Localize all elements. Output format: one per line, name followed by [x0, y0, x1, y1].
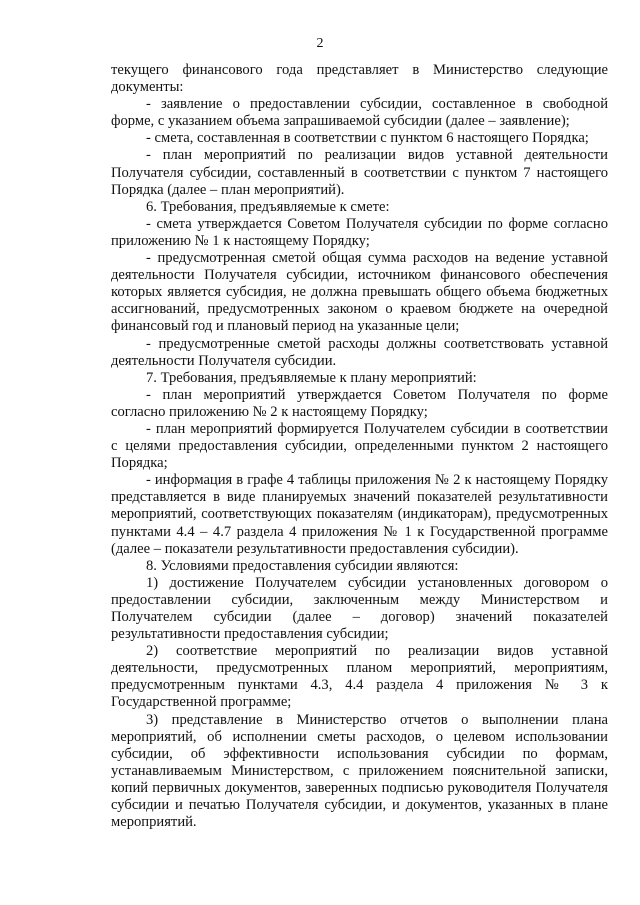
paragraph: - смета утверждается Советом Получателя субсидии по форме согласно приложению № 1 к настоящему Порядку; [111, 215, 608, 249]
paragraph: 8. Условиями предоставления субсидии являются: [146, 557, 459, 574]
paragraph: - план мероприятий утверждается Советом Получателя по форме согласно приложению № 2 к настоящему Порядку; [111, 386, 608, 420]
paragraph: - информация в графе 4 таблицы приложения № 2 к настоящему Порядку представляется в виде планируемых значений показателей результативности мероприятий, соответствующих показателям (индикаторам), предусмотренных пунктами 4.4 – 4.7 раздела 4 приложения № 1 к Государственной программе (далее – показатели результативности предоставления субсидии). [111, 472, 608, 557]
page-number: 2 [316, 36, 324, 51]
paragraph: - план мероприятий по реализации видов уставной деятельности Получателя субсидии, составленный в соответствии с пунктом 7 настоящего Порядка (далее – план мероприятий). [111, 147, 608, 198]
paragraph: текущего финансового года представляет в Министерство следующие документы: [111, 62, 608, 96]
paragraph: 7. Требования, предъявляемые к плану мероприятий: [146, 369, 477, 386]
paragraph: - смета, составленная в соответствии с пунктом 6 настоящего Порядка; [146, 130, 589, 147]
paragraph: 1) достижение Получателем субсидии установленных договором о предоставлении субсидии, заключенным между Министерством и Получателем субсидии (далее – договор) значений показателей результативности предоставления субсидии; [111, 574, 608, 643]
paragraph: 3) представление в Министерство отчетов о выполнении плана мероприятий, об исполнении сметы расходов, о целевом использовании субсидии, об эффективности использования субсидии по формам, устанавливаемым Министерством, с приложением пояснительной записки, копий первичных документов, заверенных подписью руководителя Получателя субсидии и печатью Получателя субсидии, и документов, указанных в плане мероприятий. [111, 711, 608, 831]
paragraph: 6. Требования, предъявляемые к смете: [146, 198, 390, 215]
paragraph: - предусмотренные сметой расходы должны соответствовать уставной деятельности Получателя субсидии. [111, 335, 608, 369]
document-body [111, 62, 608, 831]
paragraph: - план мероприятий формируется Получателем субсидии в соответствии с целями предоставления субсидии, определенными пунктом 2 настоящего Порядка; [111, 420, 608, 472]
paragraph: 2) соответствие мероприятий по реализации видов уставной деятельности, предусмотренных планом мероприятий, мероприятиям, предусмотренным пунктами 4.3, 4.4 раздела 4 приложения № 3 к Государственной программе; [111, 643, 608, 711]
paragraph: - предусмотренная сметой общая сумма расходов на ведение уставной деятельности Получателя субсидии, источником финансового обеспечения которых является субсидия, не должна превышать общего объема бюджетных ассигнований, предусмотренных законом о краевом бюджете на очередной финансовый год и плановый период на указанные цели; [111, 250, 608, 335]
paragraph: - заявление о предоставлении субсидии, составленное в свободной форме, с указанием объема запрашиваемой субсидии (далее – заявление); [111, 96, 608, 130]
